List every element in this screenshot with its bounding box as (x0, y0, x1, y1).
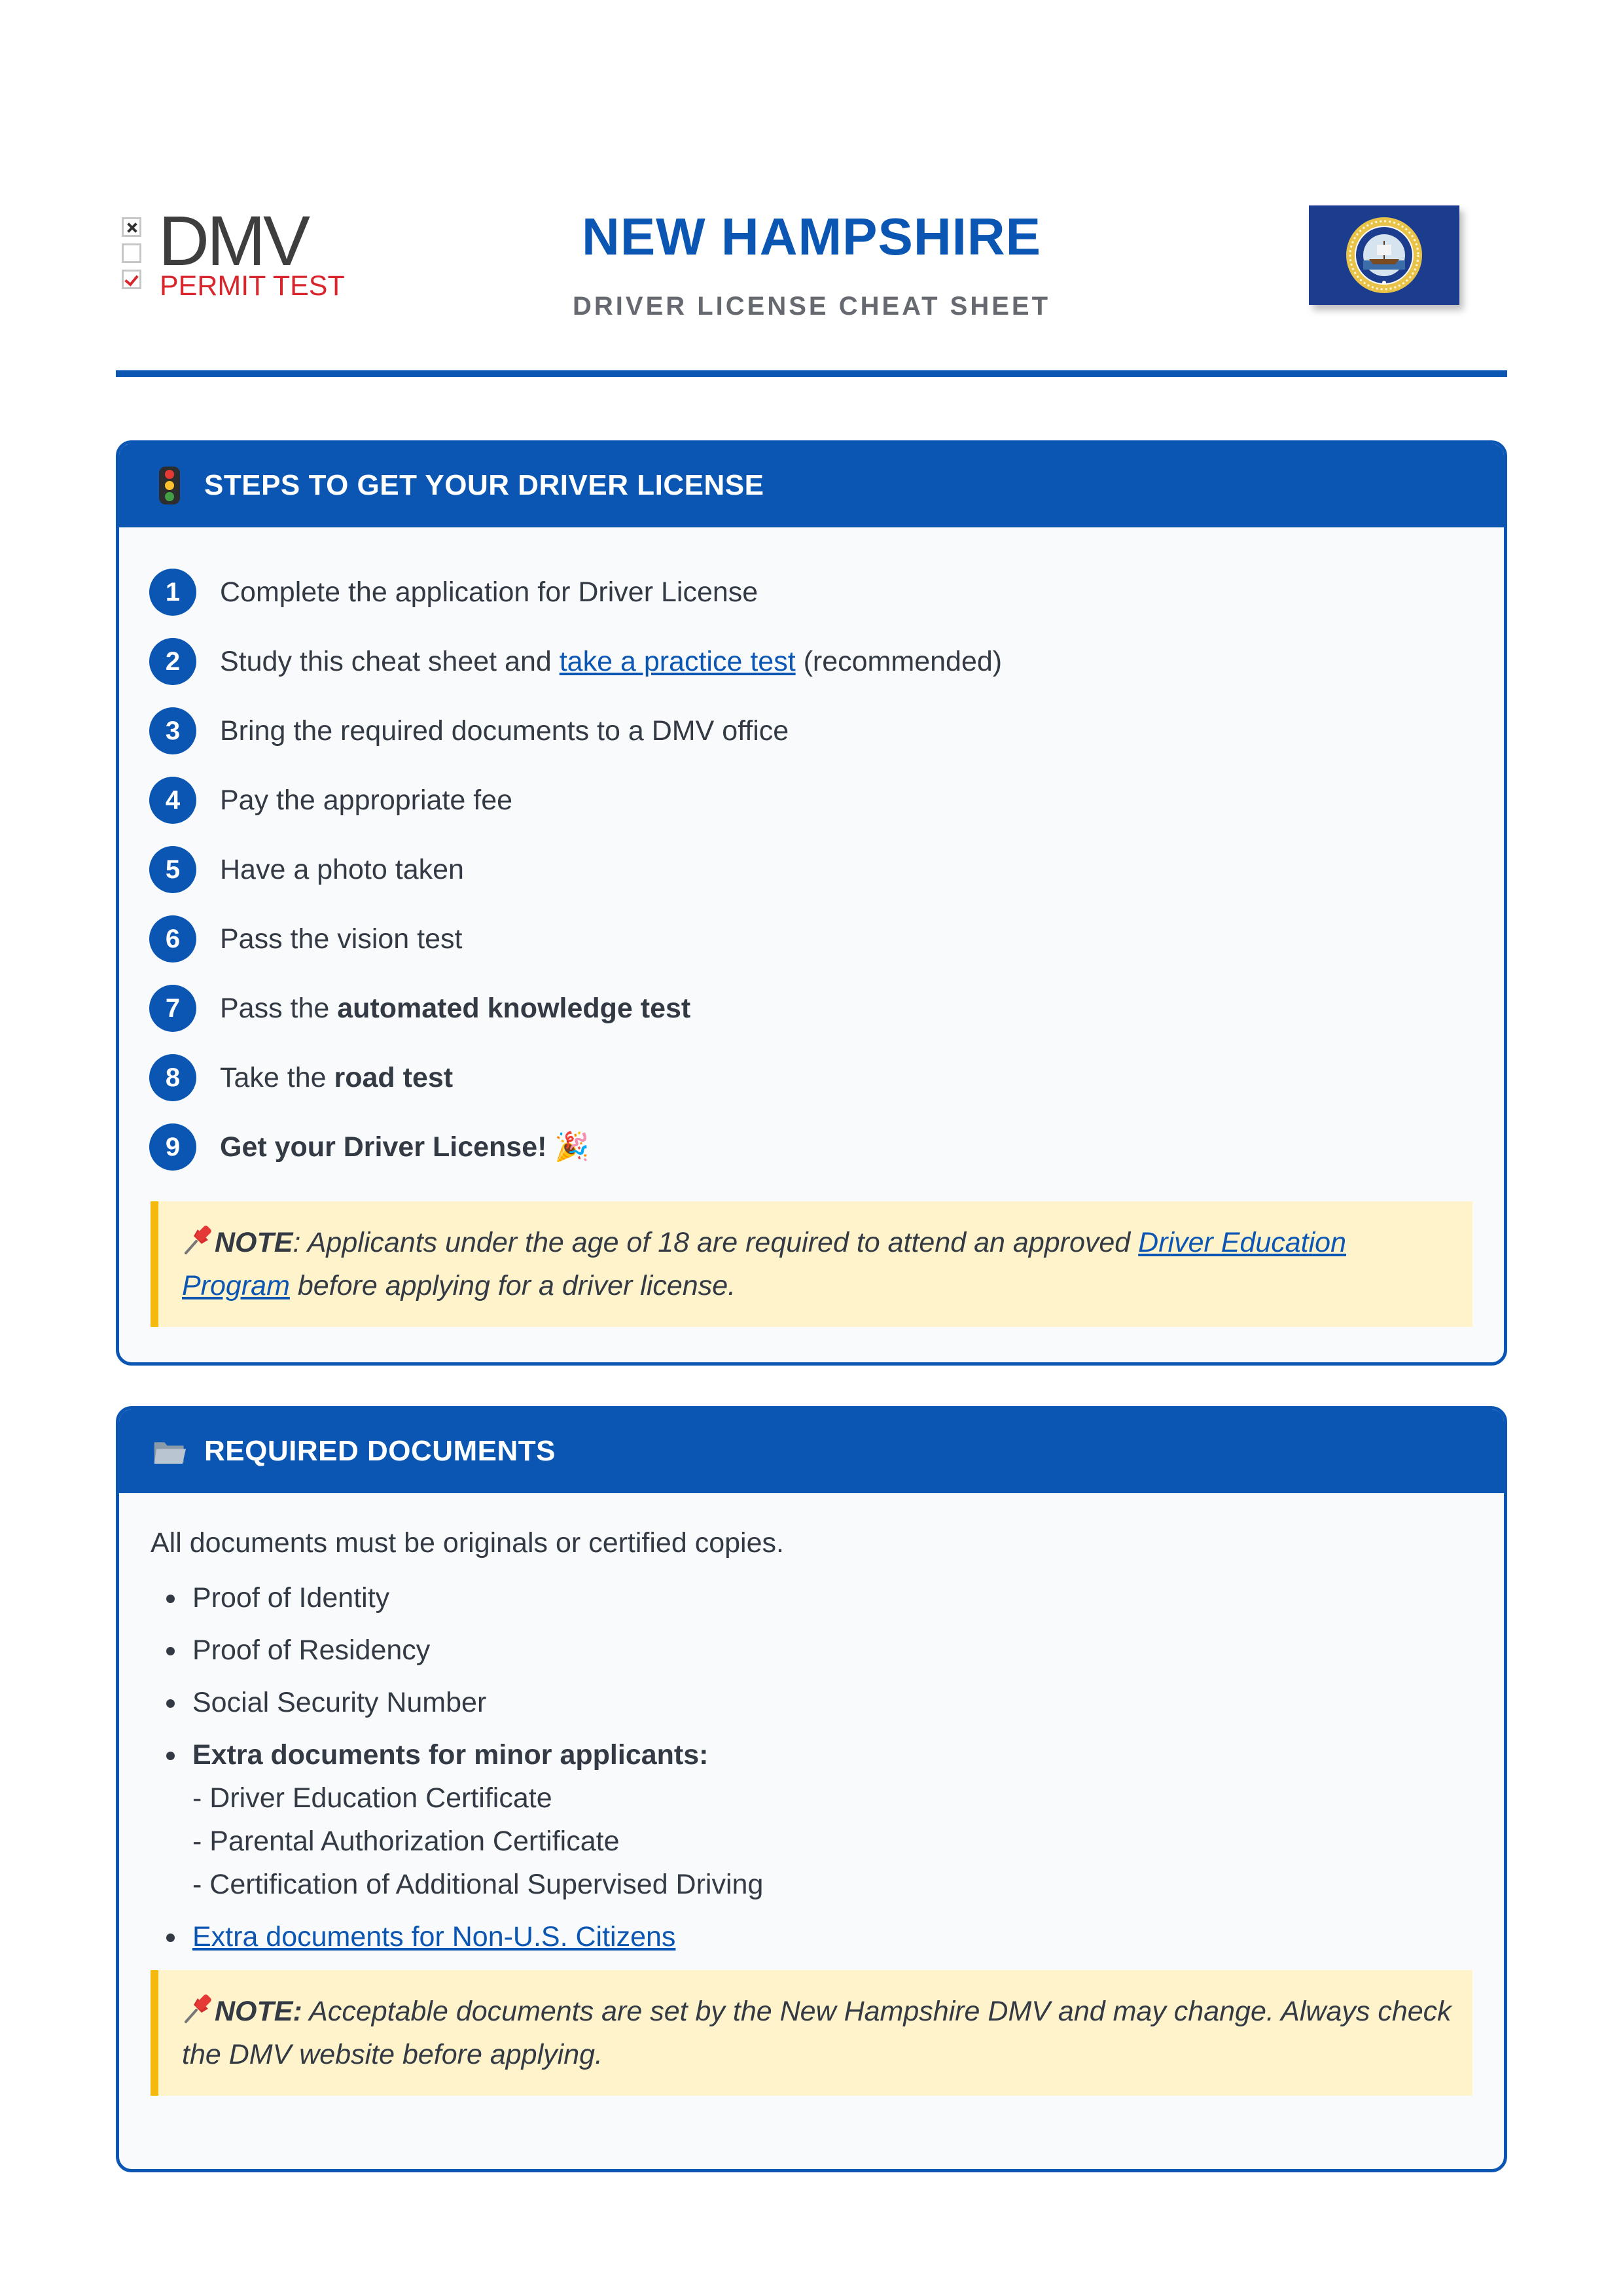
step-text: Pass the vision test (220, 923, 463, 955)
step-number: 6 (149, 915, 196, 963)
note-text-before: : Applicants under the age of 18 are required to attend an approved (293, 1227, 1139, 1258)
driver-education-link[interactable]: Driver Education Program (182, 1227, 1347, 1301)
step-text-bold: Get your Driver License! (220, 1131, 547, 1163)
minor-document-item: - Driver Education Certificate (192, 1782, 552, 1814)
step-number: 7 (149, 985, 196, 1032)
page-title: NEW HAMPSHIRE (582, 207, 1041, 266)
step-number: 3 (149, 707, 196, 754)
logo-dmv-text: DMV (158, 201, 308, 280)
documents-card-header (119, 1409, 1504, 1493)
note-text: Acceptable documents are set by the New Hampshire DMV and may change. Always check the DMV website before applying. (182, 1996, 1452, 2070)
step-number: 5 (149, 846, 196, 893)
page-subtitle: DRIVER LICENSE CHEAT SHEET (573, 292, 1050, 321)
pushpin-icon (182, 1223, 215, 1256)
steps-note (151, 1201, 1472, 1327)
step-number: 9 (149, 1123, 196, 1171)
traffic-light-icon (153, 466, 186, 505)
documents-list (119, 1576, 1504, 1958)
non-us-citizens-link[interactable]: Extra documents for Non-U.S. Citizens (192, 1921, 676, 1952)
list-item (149, 766, 1504, 835)
step-text-bold: automated knowledge test (337, 992, 691, 1024)
steps-card-title: STEPS TO GET YOUR DRIVER LICENSE (204, 469, 764, 501)
list-item (149, 696, 1504, 766)
list-item (166, 1915, 1504, 1958)
steps-card-header (119, 444, 1504, 527)
step-text (220, 1062, 453, 1094)
list-item (149, 627, 1504, 696)
list-item: Proof of Residency (166, 1629, 1504, 1672)
step-text-before: Study this cheat sheet and (220, 645, 560, 677)
step-text-before: Take the (220, 1061, 334, 1093)
list-item (149, 1043, 1504, 1112)
step-number: 2 (149, 638, 196, 685)
list-item: Social Security Number (166, 1681, 1504, 1724)
list-item (149, 835, 1504, 904)
list-item (149, 904, 1504, 974)
step-text: Have a photo taken (220, 853, 464, 885)
step-text-bold: road test (334, 1061, 454, 1093)
step-number: 1 (149, 569, 196, 616)
step-text: Bring the required documents to a DMV office (220, 715, 789, 747)
documents-card-title: REQUIRED DOCUMENTS (204, 1435, 556, 1467)
practice-test-link[interactable]: take a practice test (559, 645, 796, 677)
note-label: NOTE: (215, 1996, 302, 2027)
step-text-before: Pass the (220, 992, 338, 1024)
step-text: Complete the application for Driver License (220, 576, 758, 608)
minor-documents-title: Extra documents for minor applicants: (192, 1739, 709, 1771)
list-item (149, 1112, 1504, 1182)
step-number: 4 (149, 777, 196, 824)
step-text: Pay the appropriate fee (220, 784, 513, 816)
list-item (149, 557, 1504, 627)
documents-intro: All documents must be originals or certified copies. (151, 1527, 784, 1559)
folder-icon (153, 1432, 186, 1471)
list-item: Proof of Identity (166, 1576, 1504, 1619)
step-text-after: (recommended) (795, 645, 1003, 677)
logo-check-box-icon (122, 270, 141, 289)
step-number: 8 (149, 1054, 196, 1101)
logo-permit-test-text: PERMIT TEST (160, 270, 345, 302)
note-text-after: before applying for a driver license. (289, 1270, 736, 1301)
minor-document-item: - Parental Authorization Certificate (192, 1826, 620, 1857)
list-item (166, 1733, 1504, 1906)
step-text (220, 646, 1002, 678)
note-label: NOTE (215, 1227, 293, 1258)
steps-card (116, 440, 1507, 1366)
pushpin-icon (182, 1992, 215, 2024)
step-text (220, 1131, 590, 1163)
steps-list (119, 527, 1504, 1182)
list-item (149, 974, 1504, 1043)
minor-document-item: - Certification of Additional Supervised Driving (192, 1869, 764, 1900)
documents-card (116, 1406, 1507, 2172)
header-divider (116, 370, 1507, 377)
new-hampshire-flag-icon (1309, 205, 1459, 305)
step-text (220, 993, 690, 1025)
documents-note (151, 1970, 1472, 2096)
party-popper-icon: 🎉 (554, 1131, 590, 1163)
